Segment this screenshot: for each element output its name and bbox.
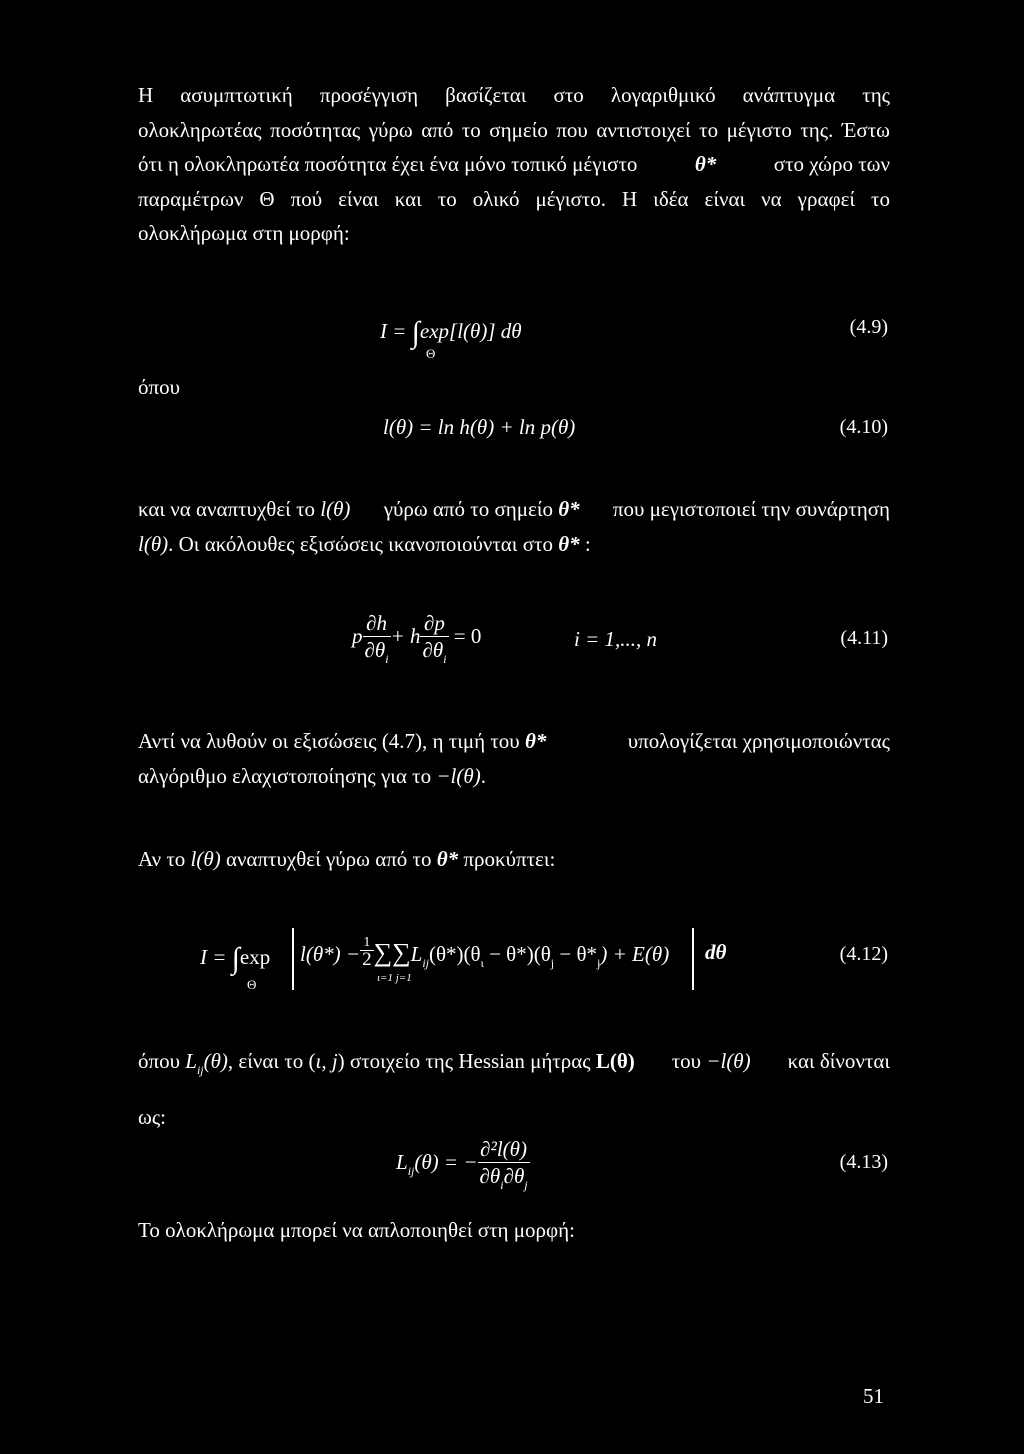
left-bracket-bar [292,928,294,990]
L-symbol: L [396,1149,408,1174]
eq-term: − θ*)(θ [483,942,551,966]
text-fragment: του [671,1049,702,1073]
text-line: ολοκληρωτέας ποσότητας γύρω από το σημείο που αντιστοιχεί το μέγιστο της. Έστω [138,117,890,142]
fraction-half [360,936,374,969]
text-fragment: στο χώρο των [773,152,890,176]
theta-star-symbol: θ* [558,531,580,556]
text-fragment [138,1044,635,1082]
text-fragment: Αντί να λυθούν οι εξισώσεις (4.7), η τιμή του [138,729,520,753]
fraction [478,1136,530,1192]
text-line: παραμέτρων Θ πού είναι και το ολικό μέγιστο. Η ιδέα είναι να γραφεί το [138,186,890,211]
equation-4-13 [396,1136,530,1192]
eq-lhs: I = [200,945,232,969]
paragraph-optimisation [138,724,890,793]
integral-domain: Θ [426,346,436,361]
text-fragment: γύρω από το σημείο [383,497,553,521]
text-fragment: που μεγιστοποιεί την συνάρτηση [612,497,890,521]
period: . [480,763,486,788]
subscript: ij [407,1163,415,1178]
text-fragment [384,492,580,527]
text-where: όπου [138,375,180,399]
text-fragment [672,1044,751,1082]
fraction-denominator: 2 [362,948,372,970]
fraction-numerator: ∂²l(θ) [478,1136,530,1163]
subscript: i [443,652,447,666]
eq-symbol: p [352,623,363,648]
paragraph-taylor [138,842,890,877]
hessian-matrix-symbol: L(θ) [595,1049,635,1073]
right-bracket-bar [692,928,694,990]
sum-indices: ι=1 j=1 [377,972,412,984]
fraction-numerator: ∂h [363,610,391,637]
fraction-denominator [478,1163,530,1192]
paragraph-hessian [138,1044,890,1134]
text-fragment: ) στοιχείο της Hessian μήτρας [337,1049,591,1073]
subscript: j [550,956,555,970]
text-fragment: υπολογίζεται χρησιμοποιώντας [627,729,890,753]
text-line [138,1044,890,1082]
text-line: ως: [138,1104,166,1129]
theta-paren: (θ) [203,1049,228,1073]
equation-range: i = 1,..., n [574,627,658,651]
text-fragment: αναπτυχθεί γύρω από το [225,847,432,871]
fraction-denominator [420,637,448,666]
eq-term: − θ* [554,942,598,966]
integral-sign: ∫ [231,942,240,975]
eq-body: exp[l(θ)] dθ [419,319,522,343]
text-fragment: Αν το [138,847,186,871]
paragraph-expansion [138,492,890,561]
text-fragment: . Οι ακόλουθες εξισώσεις ικανοποιούνται στο [168,531,553,556]
equation-4-12-body [300,934,670,973]
subscript: ij [196,1063,204,1077]
paragraph-simplified [138,1213,890,1248]
equation-number: (4.11) [840,627,888,649]
eq-term: l(θ*) − [300,942,361,966]
equation-number: (4.9) [849,316,888,338]
subscript: ij [422,956,429,970]
text-fragment: : [579,531,591,556]
paragraph-intro [138,78,890,251]
fraction-numerator: ∂p [420,610,448,637]
index-pair: ι, j [315,1049,338,1073]
eq-lhs: I = [380,319,412,343]
equation-number: (4.10) [839,416,888,438]
equation-4-12 [200,938,271,975]
subscript: ι [480,956,484,970]
text-fragment: , είναι το ( [227,1049,316,1073]
eq-symbol: = 0 [453,623,482,648]
denominator-text: ∂θ [364,638,386,662]
text-line [138,492,890,527]
subscript: j [597,956,601,970]
text-fragment: προκύπτει: [463,847,556,871]
theta-star-symbol: θ* [436,847,459,871]
integral-domain: Θ [247,977,257,992]
double-sum: ∑∑ [373,938,411,967]
text-line [138,724,890,759]
text-line [138,527,890,562]
text-fragment: και να αναπτυχθεί το [138,497,316,521]
theta-star-symbol: θ* [694,152,717,176]
text-fragment: ότι η ολοκληρωτέα ποσότητα έχει ένα μόνο τοπικό μέγιστο [138,152,638,176]
subscript: i [500,1178,504,1192]
eq-symbol: + h [390,623,421,648]
fraction [363,610,391,666]
fraction [420,610,448,666]
neg-l-theta-symbol: −l(θ) [436,763,481,788]
L-symbol: L [410,942,423,966]
equation-number: (4.13) [839,1151,888,1173]
l-theta-symbol: l(θ) [320,497,351,521]
eq-term: (θ) = − [414,1149,478,1174]
text-fragment: και δίνονται [787,1049,890,1073]
eq-dtheta: dθ [705,940,727,964]
text-fragment: αλγόριθμο ελαχιστοποίησης για το [138,763,432,788]
denominator-text: ∂θ [422,638,444,662]
theta-star-symbol: θ* [558,497,580,521]
equation-4-9 [380,312,522,349]
l-theta-symbol: l(θ) [190,847,221,871]
text-line: Το ολοκλήρωμα μπορεί να απλοποιηθεί στη μορφή: [138,1218,575,1242]
denominator-text: ∂θ [479,1164,501,1188]
text-line: ολοκλήρωμα στη μορφή: [138,221,350,245]
equation-number: (4.12) [839,943,888,965]
text-line [138,842,890,877]
text-line [138,147,890,182]
eq-term: ) + E(θ) [600,942,670,966]
equation-4-10: l(θ) = ln h(θ) + ln p(θ) [383,415,576,439]
fraction-denominator [363,637,391,666]
integral-sign: ∫ [411,316,420,349]
text-fragment [138,492,350,527]
text-fragment [138,724,546,759]
text-fragment: όπου [138,1049,180,1073]
text-line [138,759,890,794]
subscript: j [524,1178,528,1192]
theta-star-symbol: θ* [524,729,547,753]
neg-l-theta-symbol: −l(θ) [706,1049,751,1073]
fraction-numerator: 1 [360,936,374,951]
exp-text: exp [239,945,271,969]
subscript: i [385,652,389,666]
L-symbol: L [185,1049,197,1073]
text-line: Η ασυμπτωτική προσέγγιση βασίζεται στο λογαριθμικό ανάπτυγμα της [138,83,890,107]
equation-4-11 [352,610,481,666]
l-theta-symbol: l(θ) [138,531,169,556]
denominator-text: ∂θ [503,1164,525,1188]
eq-term: (θ*)(θ [429,942,481,966]
page-number: 51 [863,1384,884,1408]
